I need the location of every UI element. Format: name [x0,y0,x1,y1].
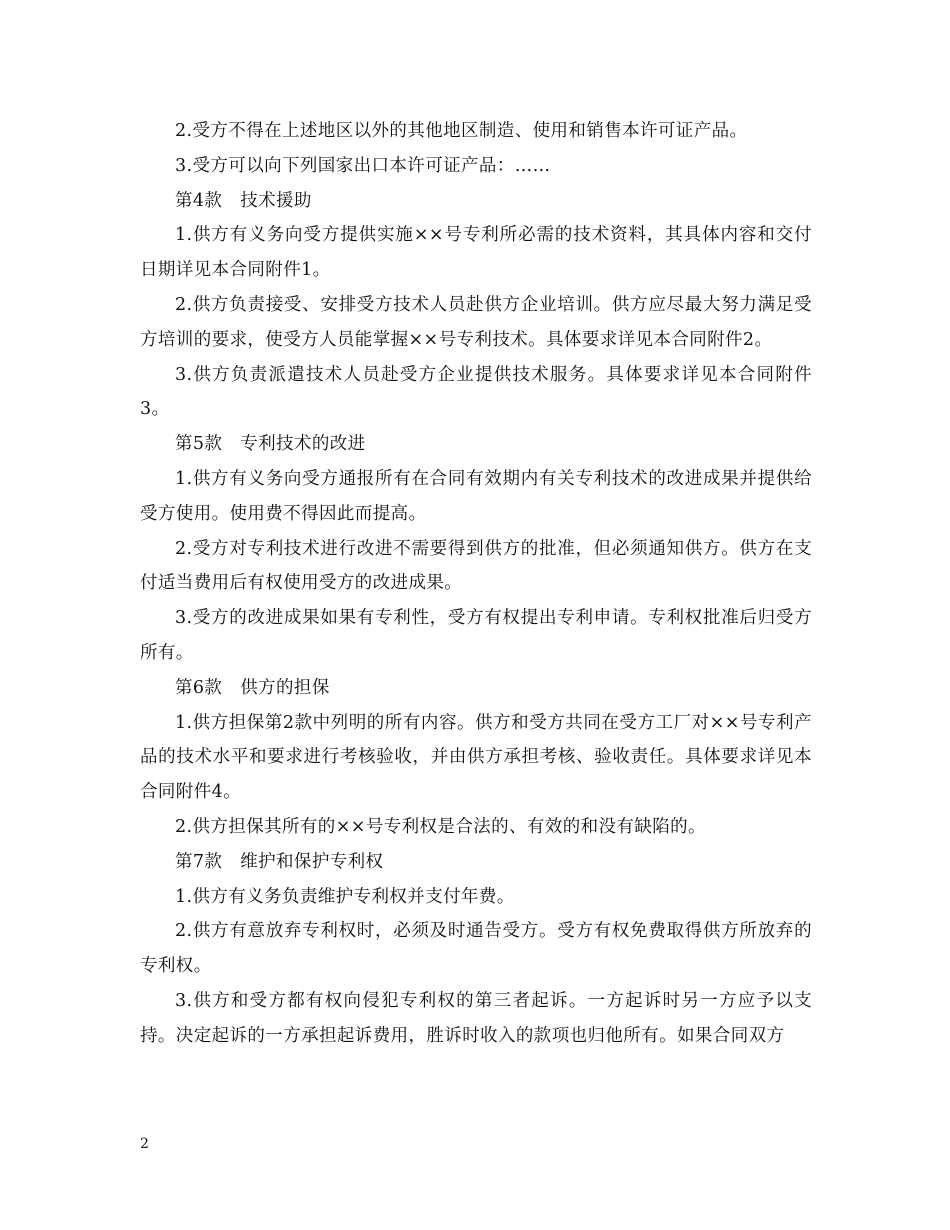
section-heading: 第7款 维护和保护专利权 [175,851,384,872]
paragraph: 3.受方的改进成果如果有专利性，受方有权提出专利申请。专利权批准后归受方所有。 [140,608,812,663]
paragraph: 2.受方不得在上述地区以外的其他地区制造、使用和销售本许可证产品。 [175,121,748,141]
section-heading: 第5款 专利技术的改进 [175,434,366,455]
paragraph: 3.受方可以向下列国家出口本许可证产品：…… [175,155,551,176]
paragraph: 1.供方有义务负责维护专利权并支付年费。 [175,886,515,907]
paragraph: 2.受方对专利技术进行改进不需要得到供方的批准，但必须通知供方。供方在支付适当费用后有权使用受方的改进成果。 [140,538,812,594]
document-body [140,114,812,1054]
page-number: 2 [140,1136,149,1152]
paragraph: 1.供方担保第2款中列明的所有内容。供方和受方共同在受方工厂对××号专利产品的技术水平和要求进行考核验收，并由供方承担考核、验收责任。具体要求详见本合同附件4。 [140,712,812,803]
section-heading: 第4款 技术援助 [175,190,312,211]
paragraph: 1.供方有义务向受方通报所有在合同有效期内有关专利技术的改进成果并提供给受方使用。使用费不得因此而提高。 [140,468,812,524]
section-heading: 第6款 供方的担保 [175,677,330,698]
paragraph: 2.供方有意放弃专利权时，必须及时通告受方。受方有权免费取得供方所放弃的专利权。 [140,921,812,977]
paragraph: 1.供方有义务向受方提供实施××号专利所必需的技术资料，其具体内容和交付日期详见本合同附件1。 [140,225,812,281]
paragraph: 3.供方和受方都有权向侵犯专利权的第三者起诉。一方起诉时另一方应予以支持。决定起诉的一方承担起诉费用，胜诉时收入的款项也归他所有。如果合同双方 [140,990,812,1046]
paragraph: 2.供方担保其所有的××号专利权是合法的、有效的和没有缺陷的。 [175,816,706,837]
paragraph: 3.供方负责派遣技术人员赴受方企业提供技术服务。具体要求详见本合同附件3。 [140,364,812,420]
paragraph: 2.供方负责接受、安排受方技术人员赴供方企业培训。供方应尽最大努力满足受方培训的要求，使受方人员能掌握××号专利技术。具体要求详见本合同附件2。 [140,294,812,350]
